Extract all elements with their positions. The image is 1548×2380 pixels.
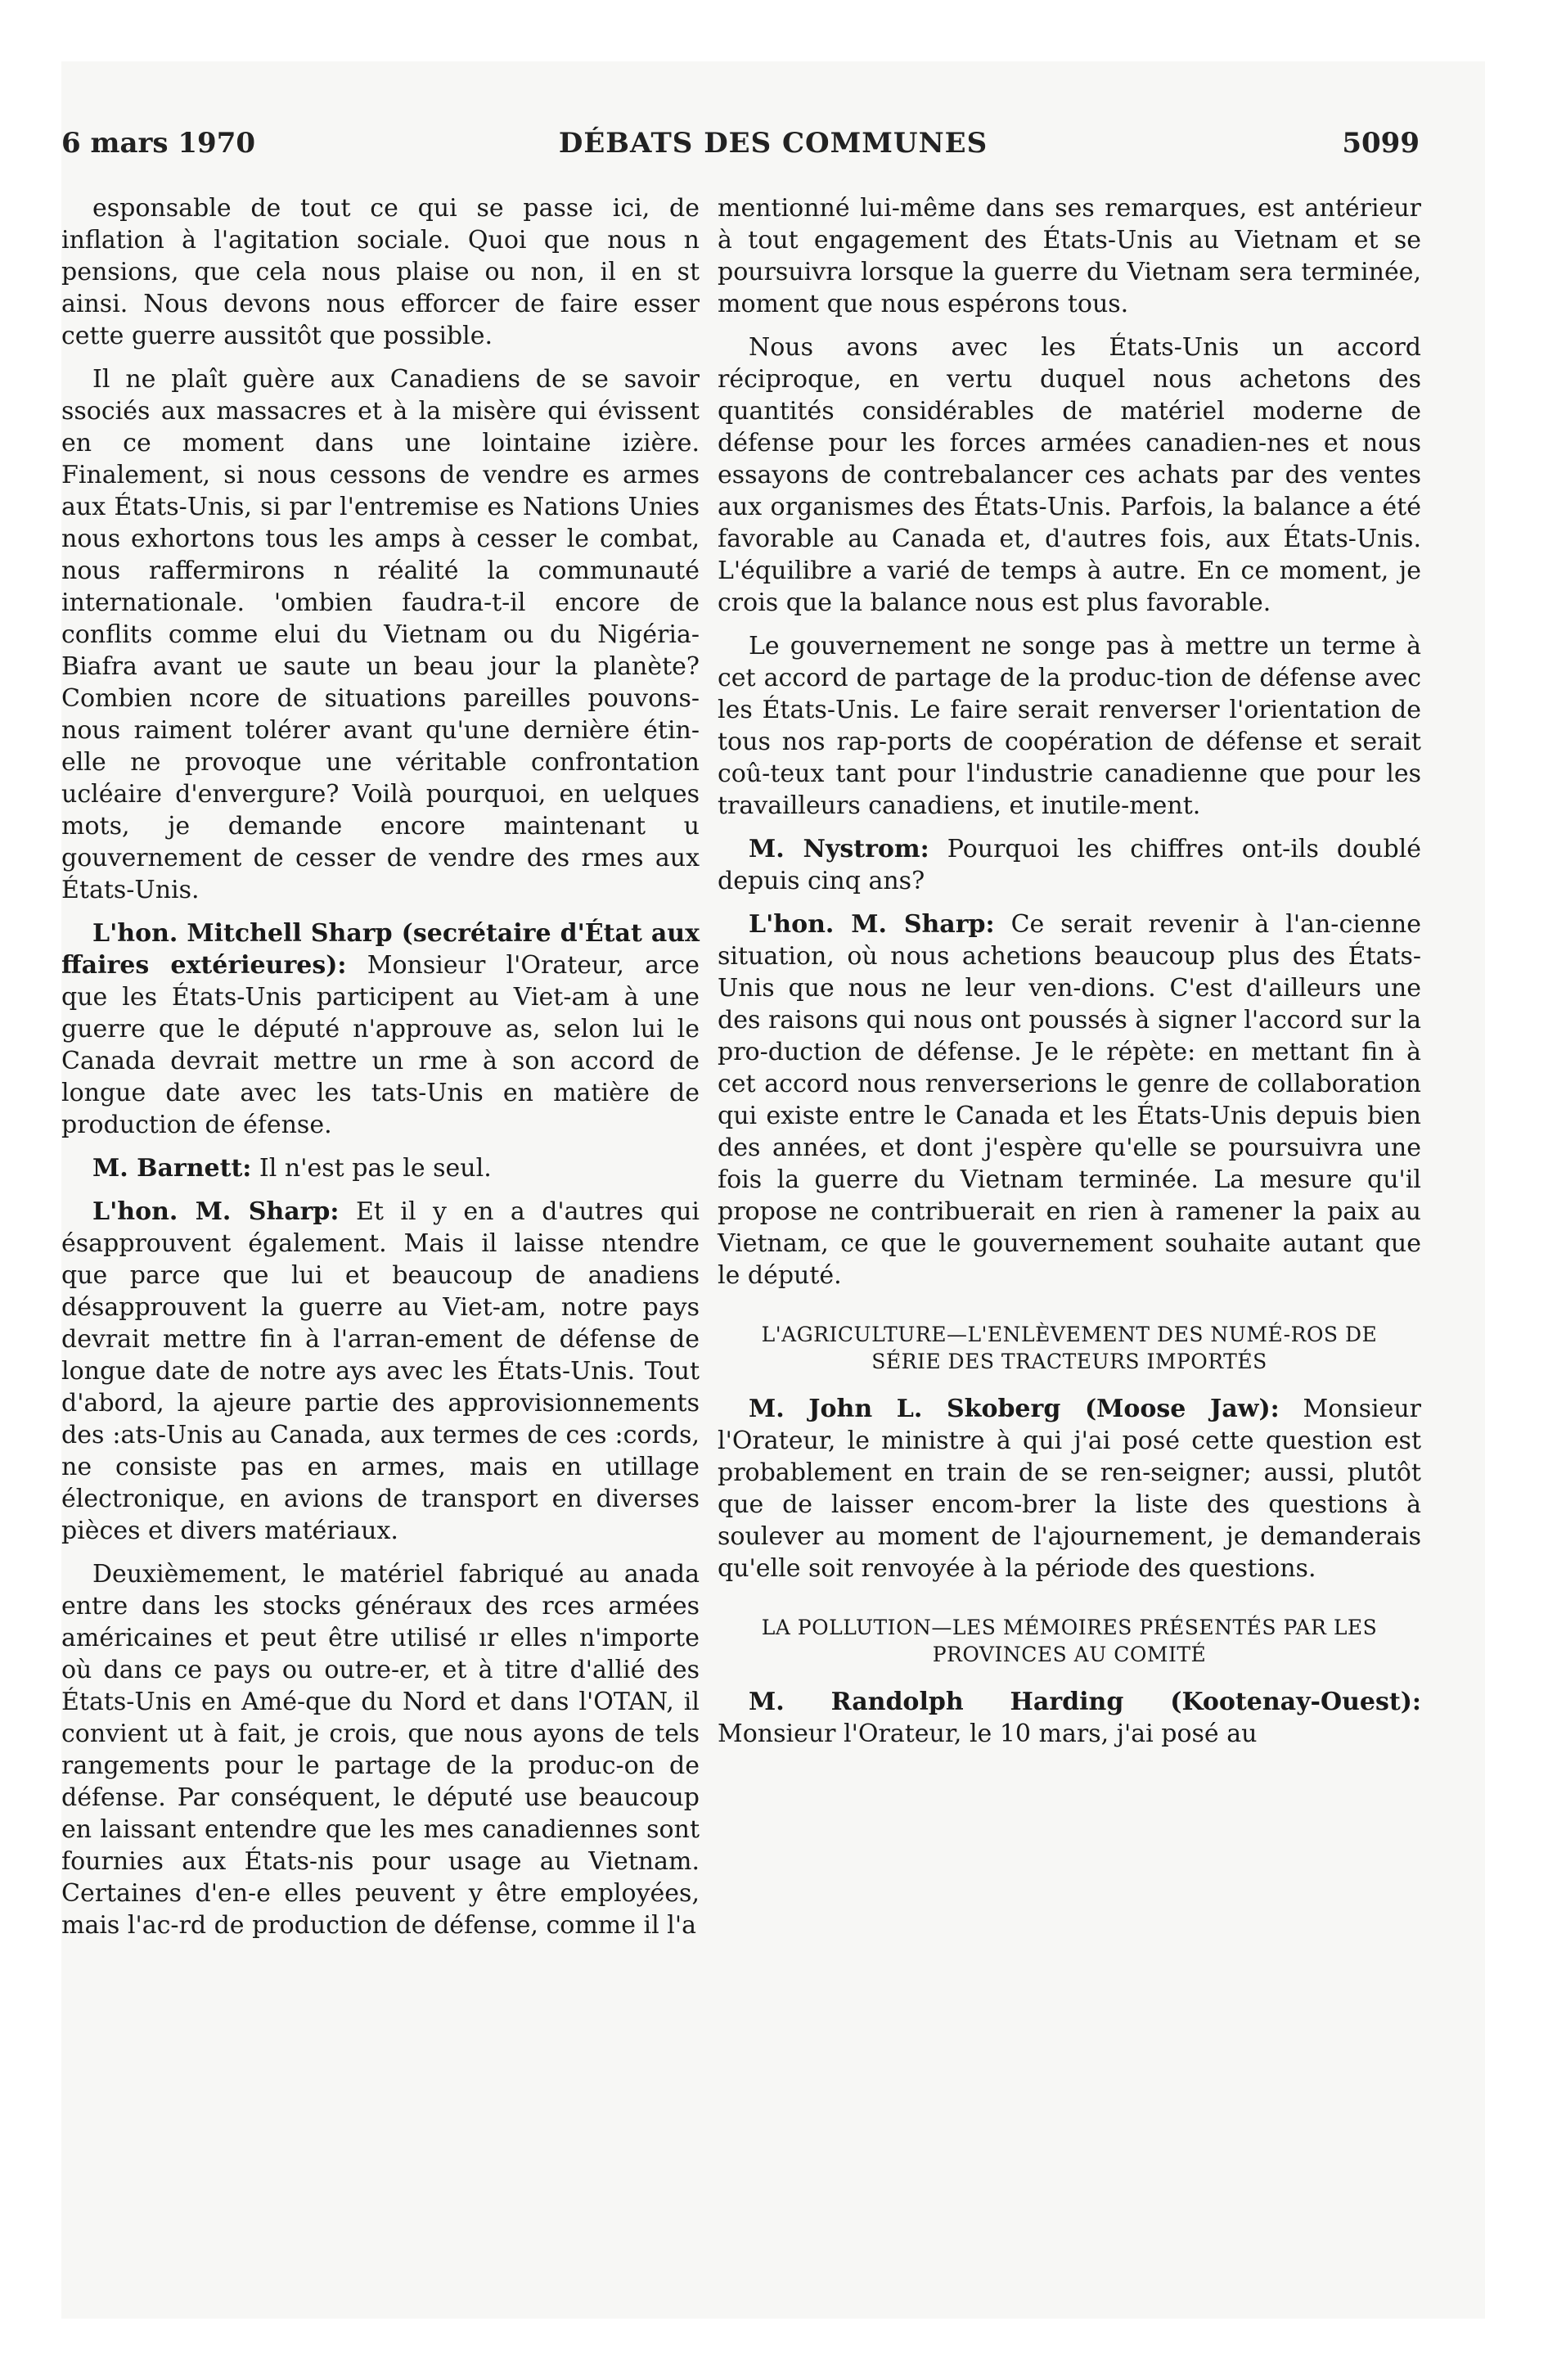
speaker-name: L'hon. M. Sharp: (749, 910, 995, 939)
left-column (61, 192, 700, 1953)
paragraph: Il ne plaît guère aux Canadiens de se savoir ssociés aux massacres et à la misère qui évissent en ce moment dans une lointaine izière. Finalement, si nous cessons de vendre es armes aux États-Unis, si par l'entremise es Nations Unies nous exhortons tous les amps à cesser le combat, nous raffermirons n réalité la communauté internationale. 'ombien faudra-t-il encore de conflits comme elui du Vietnam ou du Nigéria-Biafra avant ue saute un beau jour la planète? Combien ncore de situations pareilles pouvons-nous raiment tolérer avant qu'une dernière étin-elle ne provoque une véritable confrontation ucléaire d'envergure? Voilà pourquoi, en uelques mots, je demande encore maintenant u gouvernement de cesser de vendre des rmes aux États-Unis. (61, 365, 700, 904)
paragraph: L'hon. M. Sharp: Et il y en a d'autres qui ésapprouvent également. Mais il laisse ntendre que parce que lui et beaucoup de anadiens désapprouvent la guerre au Viet-am, notre pays devrait mettre fin à l'arran-ement de défense de longue date de notre ays avec les États-Unis. Tout d'abord, la ajeure partie des approvisionnements des :ats-Unis au Canada, aux termes de ces :cords, ne consiste pas en armes, mais en utillage électronique, en avions de transport en diverses pièces et divers matériaux. (61, 1197, 700, 1545)
page-sheet (61, 61, 1485, 2319)
paragraph: M. Barnett: Il n'est pas le seul. (92, 1154, 492, 1183)
paragraph: M. John L. Skoberg (Moose Jaw): Monsieur l'Orateur, le ministre à qui j'ai posé cette question est probablement en train de se ren-seigner; aussi, plutôt que de laisser encom-brer la liste des questions à soulever au moment de l'ajournement, je demanderais qu'elle soit renvoyée à la période des questions. (718, 1395, 1422, 1583)
right-column (718, 192, 1421, 1761)
paragraph: L'hon. M. Sharp: Ce serait revenir à l'an-cienne situation, où nous achetions beaucoup plus des États-Unis que nous ne leur ven-dions. C'est d'ailleurs une des raisons qui nous ont poussés à signer l'accord sur la pro-duction de défense. Je le répète: en mettant fin à cet accord nous renverserions le genre de collaboration qui existe entre le Canada et les États-Unis depuis bien des années, et dont j'espère qu'elle se poursuivra une fois la guerre du Vietnam terminée. La mesure qu'il propose ne contribuerait en rien à ramener la paix au Vietnam, ce que le gouvernement souhaite autant que le député. (718, 910, 1421, 1290)
speaker-name: M. Barnett: (92, 1154, 252, 1183)
header-date: 6 mars 1970 (61, 127, 256, 160)
paragraph: Deuxièmement, le matériel fabriqué au anada entre dans les stocks généraux des rces armées américaines et peut être utilisé ır elles n'importe où dans ce pays ou outre-er, et à titre d'allié des États-Unis en Amé-que du Nord et dans l'OTAN, il convient ut à fait, je crois, que nous ayons de tels rangements pour le partage de la produc-on de défense. Par conséquent, le député use beaucoup en laissant entendre que les mes canadiennes sont fournies aux États-nis pour usage au Vietnam. Certaines d'en-e elles peuvent y être employées, mais l'ac-rd de production de défense, comme il l'a (61, 1560, 700, 1940)
paragraph: Nous avons avec les États-Unis un accord réciproque, en vertu duquel nous achetons des quantités considérables de matériel moderne de défense pour les forces armées canadien-nes et nous essayons de contrebalancer ces achats par des ventes aux organismes des États-Unis. Parfois, la balance a été favorable au Canada et, d'autres fois, aux États-Unis. L'équilibre a varié de temps à autre. En ce moment, je crois que la balance nous est plus favorable. (718, 333, 1421, 617)
paragraph: L'hon. Mitchell Sharp (secrétaire d'État aux ffaires extérieures): Monsieur l'Orateur, arce que les États-Unis participent au Viet-am à une guerre que le député n'approuve as, selon lui le Canada devrait mettre un rme à son accord de longue date avec les tats-Unis en matière de production de éfense. (61, 919, 700, 1139)
section-heading: L'AGRICULTURE—L'ENLÈVEMENT DES NUMÉ-ROS DE SÉRIE DES TRACTEURS IMPORTÉS (761, 1323, 1378, 1373)
paragraph: Le gouvernement ne songe pas à mettre un terme à cet accord de partage de la produc-tion de défense avec les États-Unis. Le faire serait renverser l'orientation de tous nos rap-ports de coopération de défense et serait coû-teux tant pour l'industrie canadienne que pour les travailleurs canadiens, et inutile-ment. (718, 632, 1421, 820)
section-heading: LA POLLUTION—LES MÉMOIRES PRÉSENTÉS PAR LES PROVINCES AU COMITÉ (761, 1616, 1378, 1666)
header-title: DÉBATS DES COMMUNES (558, 127, 988, 160)
speaker-name: M. Randolph Harding (Kootenay-Ouest): (749, 1688, 1421, 1716)
paragraph: esponsable de tout ce qui se passe ici, de inflation à l'agitation sociale. Quoi que nous n pensions, que cela nous plaise ou non, il en st ainsi. Nous devons nous efforcer de faire esser cette guerre aussitôt que possible. (61, 194, 700, 350)
header-page-number: 5099 (1342, 127, 1420, 160)
speaker-name: M. Nystrom: (749, 835, 929, 863)
paragraph: mentionné lui-même dans ses remarques, est antérieur à tout engagement des États-Unis au Vietnam et se poursuivra lorsque la guerre du Vietnam sera terminée, moment que nous espérons tous. (718, 194, 1421, 318)
speaker-name: M. John L. Skoberg (Moose Jaw): (749, 1395, 1280, 1423)
paragraph: M. Randolph Harding (Kootenay-Ouest): Monsieur l'Orateur, le 10 mars, j'ai posé au (718, 1688, 1421, 1748)
paragraph: M. Nystrom: Pourquoi les chiffres ont-ils doublé depuis cinq ans? (718, 835, 1421, 895)
page-header (61, 127, 1485, 176)
speaker-name: L'hon. M. Sharp: (92, 1197, 340, 1226)
speaker-name: L'hon. Mitchell Sharp (secrétaire d'État aux ffaires extérieures): (61, 919, 700, 980)
